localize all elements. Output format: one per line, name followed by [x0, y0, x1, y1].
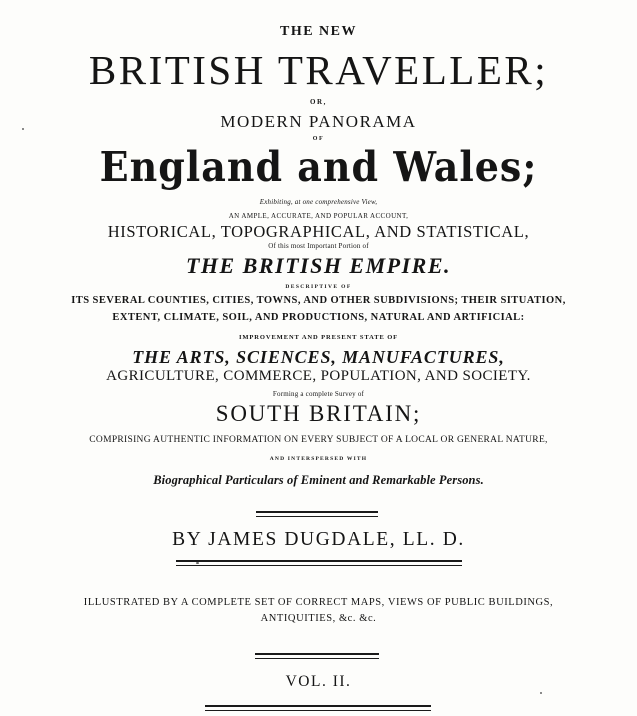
line-forming: Forming a complete Survey of — [272, 390, 365, 398]
line-biographical: Biographical Particulars of Eminent and Remarkable Persons. — [153, 473, 484, 487]
line-of-portion: Of this most Important Portion of — [268, 242, 369, 250]
paper-speck — [22, 128, 24, 130]
line-descriptive: DESCRIPTIVE OF — [285, 284, 352, 290]
line-south-britain: SOUTH BRITAIN; — [215, 401, 422, 426]
preposition-of: OF — [312, 136, 325, 142]
paper-speck — [196, 562, 199, 564]
volume-label: VOL. II. — [285, 673, 352, 690]
blackletter-england-wales: England and Wales; — [99, 142, 538, 191]
author-line: BY JAMES DUGDALE, LL. D. — [172, 529, 465, 550]
separator-rule-author — [176, 560, 462, 568]
line-arts: THE ARTS, SCIENCES, MANUFACTURES, — [132, 347, 505, 367]
paper-speck — [540, 692, 542, 694]
main-title: BRITISH TRAVELLER; — [88, 47, 549, 93]
separator-rule-bottom — [205, 705, 431, 713]
line-ample-account: AN AMPLE, ACCURATE, AND POPULAR ACCOUNT, — [228, 212, 409, 220]
line-british-empire: THE BRITISH EMPIRE. — [185, 253, 452, 278]
line-antiquities: ANTIQUITIES, &c. &c. — [260, 613, 377, 624]
line-extent: EXTENT, CLIMATE, SOIL, AND PRODUCTIONS, NATURAL AND ARTIFICIAL: — [112, 312, 525, 323]
line-comprising: COMPRISING AUTHENTIC INFORMATION ON EVERY SUBJECT OF A LOCAL OR GENERAL NATURE, — [89, 435, 548, 445]
heading-the-new: THE NEW — [279, 24, 357, 39]
separator-rule-volume — [255, 653, 379, 661]
line-counties: ITS SEVERAL COUNTIES, CITIES, TOWNS, AND OTHER SUBDIVISIONS; THEIR SITUATION, — [71, 295, 566, 306]
subtitle-modern-panorama: MODERN PANORAMA — [220, 112, 417, 131]
line-agriculture: AGRICULTURE, COMMERCE, POPULATION, AND SOCIETY. — [106, 368, 531, 384]
line-historical: HISTORICAL, TOPOGRAPHICAL, AND STATISTICAL, — [107, 222, 530, 241]
line-improvement: IMPROVEMENT AND PRESENT STATE OF — [238, 334, 399, 341]
line-illustrated: ILLUSTRATED BY A COMPLETE SET OF CORRECT MAPS, VIEWS OF PUBLIC BUILDINGS, — [83, 597, 554, 608]
line-interspersed: AND INTERSPERSED WITH — [269, 456, 368, 462]
conjunction-or: OR, — [309, 98, 328, 106]
separator-rule-top — [256, 511, 378, 519]
line-exhibiting: Exhibiting, at one comprehensive View, — [259, 198, 378, 206]
